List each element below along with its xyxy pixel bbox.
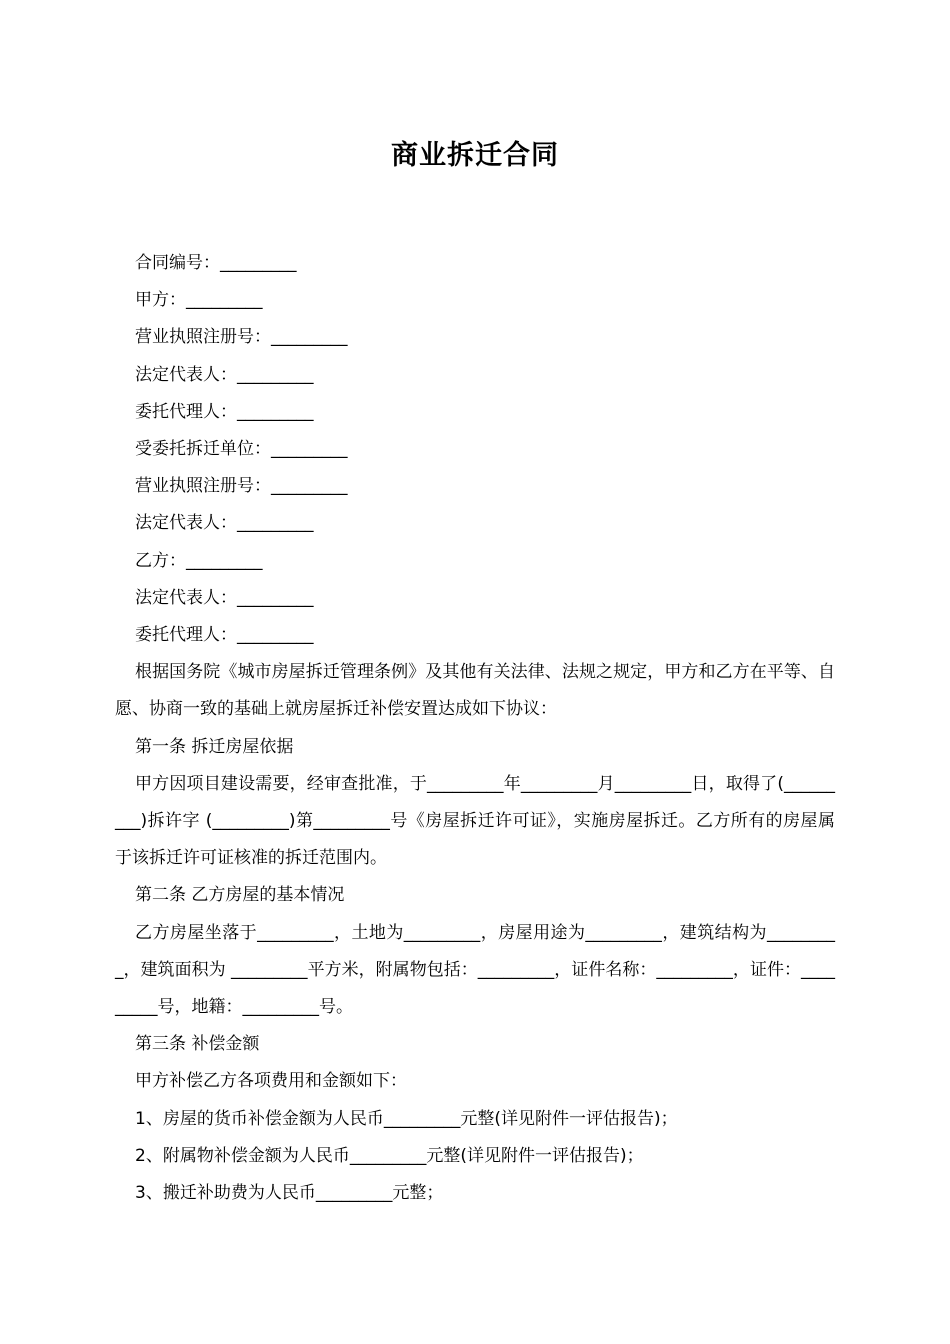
article-1-heading: 第一条 拆迁房屋依据 [135, 736, 294, 757]
compensation-item-3: 3、搬迁补助费为人民币_________元整； [135, 1183, 444, 1204]
party-b-field: 乙方：_________ [135, 550, 263, 571]
compensation-item-1: 1、房屋的货币补偿金额为人民币_________元整(详见附件一评估报告)； [135, 1108, 678, 1129]
article-3-heading: 第三条 补偿金额 [135, 1034, 260, 1055]
party-a-license-field: 营业执照注册号：_________ [135, 327, 348, 348]
entrusted-unit-field: 受委托拆迁单位：_________ [135, 439, 348, 460]
party-b-legal-rep-field: 法定代表人：_________ [135, 587, 314, 608]
party-b-agent-field: 委托代理人：_________ [135, 625, 314, 646]
contract-number-field: 合同编号：_________ [135, 253, 297, 273]
article-3-intro: 甲方补偿乙方各项费用和金额如下： [135, 1071, 407, 1092]
article-2-heading: 第二条 乙方房屋的基本情况 [135, 885, 345, 906]
preamble-paragraph: 根据国务院《城市房屋拆迁管理条例》及其他有关法律、法规之规定，甲方和乙方在平等、自愿、协商一致的基础上就房屋拆迁补偿安置达成如下协议： [115, 662, 835, 720]
article-1-paragraph: 甲方因项目建设需要，经审查批准，于_________年_________月_________日，取得了(_________)拆许字 (_________)第_________号《房屋拆迁许可证》，实施房屋拆迁。乙方所有的房屋属于该拆迁许可证核准的拆迁范围内。 [115, 773, 835, 869]
entrusted-license-field: 营业执照注册号：_________ [135, 476, 348, 497]
document-title: 商业拆迁合同 [391, 140, 559, 171]
party-a-agent-field: 委托代理人：_________ [135, 401, 314, 422]
article-2-paragraph: 乙方房屋坐落于_________，土地为_________，房屋用途为_________，建筑结构为_________，建筑面积为 _________平方米，附属物包括：_________，证件名称：_________，证件：_________号，地籍：_________号。 [115, 922, 835, 1018]
party-a-field: 甲方：_________ [135, 290, 263, 311]
compensation-item-2: 2、附属物补偿金额为人民币_________元整(详见附件一评估报告)； [135, 1145, 644, 1166]
party-a-legal-rep-field: 法定代表人：_________ [135, 364, 314, 385]
document-body [115, 245, 835, 1212]
entrusted-legal-rep-field: 法定代表人：_________ [135, 513, 314, 534]
